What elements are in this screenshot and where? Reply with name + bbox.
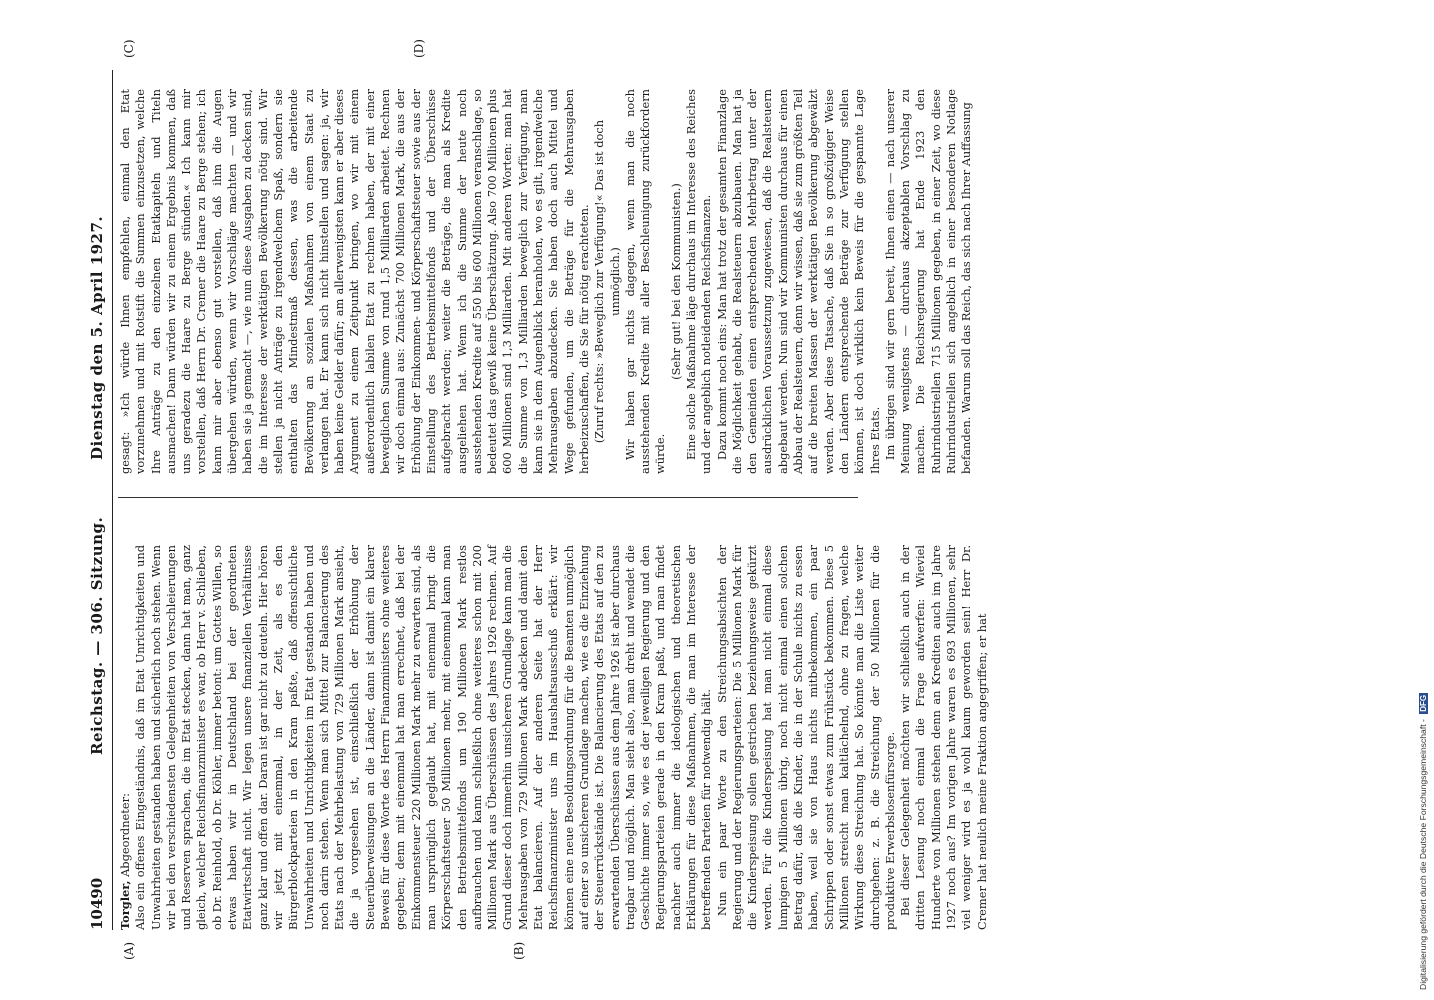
margin-mark-c: (C) xyxy=(122,39,136,58)
column-divider xyxy=(118,497,858,498)
paragraph: Also ein offenes Eingeständnis, daß im Etat Unrichtigkeiten und Unwahrheiten gestanden haben und sicherlich noch stehen. Wenn wir bei den verschiedensten Gelegenheiten von Verschleierungen und Reserven sprachen, die im Etat stecken, dann hat man, ganz gleich, welcher Reichsfinanzminister es war, ob Herr v. Schlieben, ob Dr. Reinhold, ob Dr. Köhler, immer betont: um Gottes Willen, so etwas haben wir in Deutschland bei der geordneten Etatwirtschaft nicht. Wir legen unsere finanziellen Verhältnisse ganz klar und offen dar. Daran ist gar nicht zu deuteln. Hier hören wir jetzt mit einemmal, in der Zeit, als es den Bürgerblockparteien in den Kram paßte, daß offensichtliche Unwahrheiten und Unrichtigkeiten im Etat gestanden haben und noch darin stehen. Wenn man sich Mittel zur Balancierung des Etats nach der Mehrbelastung von 729 Millionen Mark ansieht, die ja vorgesehen ist, einschließlich der Erhöhung der Steuerüberweisungen an die Länder, dann ist damit ein klarer Beweis für diese Worte des Herrn Finanzministers ohne weiteres gegeben; denn mit einemmal hat man errechnet, daß bei der Einkommensteuer 220 Millionen Mark mehr zu erwarten sind, als man ursprünglich geglaubt hat, mit einemmal bringt die Körperschaftsteuer 50 Millionen mehr, mit einemmal kann man den Betriebsmittelfonds um 190 Millionen Mark restlos aufbrauchen und kann schließlich ohne weiteres schon mit 200 Millionen Mark aus Überschüssen des Jahres 1926 rechnen. Auf Grund dieser doch immerhin unsicheren Grundlage kann man die Mehrausgaben von 729 Millionen Mark abdecken und damit den Etat balancieren. Auf der anderen Seite hat der Herr Reichsfinanzminister uns im Haushaltsausschuß erklärt: wir können eine neue Besoldungsordnung für die Beamten unmöglich auf einer so unsicheren Grundlage machen, wie es die Einziehung der Steuerrückstände ist. Die Balancierung des Etats auf den zu erwartenden Überschüssen aus dem Jahre 1926 ist aber durchaus tragbar und möglich. Man sieht also, man dreht und wendet die Geschichte immer so, wie es der jeweiligen Regierung und den Regierungsparteien gerade in den Kram paßt, und man findet nachher auch immer die ideologischen und theoretischen Erklärungen für diese Maßnahmen, die man im Interesse der betreffenden Parteien für notwendig hält. xyxy=(133,544,714,930)
paragraph: gesagt: »Ich würde Ihnen empfehlen, einmal den Etat vorzunehmen und mit Rotstift die Summen einzusetzen, welche Ihre Anträge zu den einzelnen Etatkapiteln und Titeln ausmachen! Dann würden wir zu einem Ergebnis kommen, daß uns geradezu die Haare zu Berge stünden.« Ich kann mir vorstellen, daß Herrn Dr. Cremer die Haare zu Berge stehen; ich kann mir aber ebenso gut vorstellen, daß ihm die Augen übergehen würden, wenn wir Vorschläge machten — und wir haben sie ja gemacht —, wie nun diese Ausgaben zu decken sind, die im Interesse der werktätigen Bevölkerung nötig sind. Wir stellen ja nicht Anträge zu irgendwelchem Spaß, sondern sie enthalten das Mindestmaß dessen, was die arbeitende Bevölkerung an sozialen Maßnahmen von einem Staat zu verlangen hat. Er kann sich nicht hinstellen und sagen: ja, wir haben keine Gelder dafür; am allerwenigsten kann er aber dieses Argument zu einem Zeitpunkt bringen, wo wir mit einem außerordentlich labilen Etat zu rechnen haben, der mit einer beweglichen Summe von rund 1,5 Milliarden arbeitet. Rechnen wir doch einmal aus: Zunächst 700 Millionen Mark, die aus der Erhöhung der Einkommen- und Körperschaftsteuer sowie aus der Einstellung des Betriebsmittelfonds und der Überschüsse aufgebracht werden; weiter die Beträge, die man als Kredite ausgeliehen hat. Wenn ich die Summe der heute noch ausstehenden Kredite auf 550 bis 600 Millionen veranschlage, so bedeutet das gewiß keine Überschätzung. Also 700 Millionen plus 600 Millionen sind 1,3 Milliarden. Mit anderen Worten: man hat die Summe von 1,3 Milliarden beweglich zur Verfügung, man kann sie in dem Augenblick heranholen, wo es gilt, irgendwelche Mehrausgaben abzudecken. Sie haben doch auch Mittel und Wege gefunden, um die Beträge für die Mehrausgaben herbeizuschaffen, die Sie für nötig erachteten. xyxy=(118,89,591,474)
margin-mark-d: (D) xyxy=(412,39,426,58)
margin-mark-a: (A) xyxy=(122,941,136,960)
page-number: 10490 xyxy=(88,877,106,930)
paragraph: Eine solche Maßnahme läge durchaus im Interesse des Reiches und der angeblich notleidenden Reichsfinanzen. xyxy=(683,89,714,474)
left-column xyxy=(118,544,989,930)
newspaper-page xyxy=(82,39,989,960)
credit-text: Digitalisierung gefördert durch die Deutsche Forschungsgemeinschaft - xyxy=(1418,719,1428,990)
margin-mark-b: (B) xyxy=(512,941,526,960)
speaker-role: Abgeordneter: xyxy=(118,793,132,877)
paragraph: Bei dieser Gelegenheit möchten wir schließlich auch in der dritten Lesung noch einmal die Frage aufwerfen: Wieviel Hunderte von Millionen stehen denn an Krediten auch im Jahre 1927 noch aus? Im vorigen Jahre waren es 693 Millionen, sehr viel weniger wird es ja wohl kaum geworden sein! Herr Dr. Cremer hat neulich meine Fraktion angegriffen; er hat xyxy=(898,545,989,930)
interjection: (Sehr gut! bei den Kommunisten.) xyxy=(668,183,683,380)
paragraph: Dazu kommt noch eins: Man hat trotz der gesamten Finanzlage die Möglichkeit gehabt, die Realsteuern abzubauen. Man hat ja den Gemeinden einen entsprechenden Mehrbetrag unter der ausdrücklichen Voraussetzung zugewiesen, daß die Realsteuern abgebaut werden. Nun sind wir Kommunisten durchaus für einen Abbau der Realsteuern, denn wir wissen, daß sie zum größten Teil auf die breiten Massen der werktätigen Bevölkerung abgewälzt werden. Aber diese Tatsache, daß Sie in so großzügiger Weise den Ländern entsprechende Beträge zur Verfügung stellen können, ist doch wirklich kein Beweis für die gespannte Lage Ihres Etats. xyxy=(714,89,882,474)
speaker-name: Torgler, xyxy=(118,880,132,930)
paragraph: Wir haben gar nichts dagegen, wenn man die noch ausstehenden Kredite mit aller Beschleunigung zurückfordern würde. xyxy=(622,89,668,474)
session-title: Reichstag. — 306. Sitzung. xyxy=(88,516,106,755)
digitization-credit xyxy=(1418,693,1428,990)
paragraph: Im übrigen sind wir gern bereit, Ihnen einen — nach unserer Meinung wenigstens — durchaus akzeptablen Vorschlag zu machen. Die Reichsregierung hat Ende 1923 den Ruhrindustriellen 715 Millionen gegeben, in einer Zeit, wo diese Ruhrindustriellen sich angeblich in einer besonderen Notlage befanden. Warum soll das Reich, das sich nach Ihrer Auffassung xyxy=(882,89,974,474)
paragraph: Nun ein paar Worte zu den Streichungsabsichten der Regierung und der Regierungsparteien: Die 5 Millionen Mark für die Kinderspeisung sollen gestrichen beziehungsweise gekürzt werden. Für die Kinderspeisung hat man nicht einmal diese lumpigen 5 Millionen übrig, noch nicht einmal einen solchen Betrag dafür, daß die Kinder, die in der Schule nichts zu essen haben, weil sie von Haus nichts mitbekommen, ein paar Schrippen oder sonst etwas zum Frühstück bekommen. Diese 5 Millionen streicht man kaltlächelnd, ohne zu fragen, welche Wirkung diese Streichung hat. So könnte man die Liste weiter durchgehen: z. B. die Streichung der 50 Millionen für die produktive Erwerbslosenfürsorge. xyxy=(714,545,897,930)
interjection: (Zuruf rechts: »Beweglich zur Verfügung!« Das ist doch unmöglich.) xyxy=(592,119,622,444)
speaker-line xyxy=(118,545,133,930)
page-header xyxy=(82,70,113,930)
dfg-logo: DFG xyxy=(1419,694,1428,712)
right-column xyxy=(118,89,974,474)
session-date: Dienstag den 5. April 1927. xyxy=(88,215,106,460)
